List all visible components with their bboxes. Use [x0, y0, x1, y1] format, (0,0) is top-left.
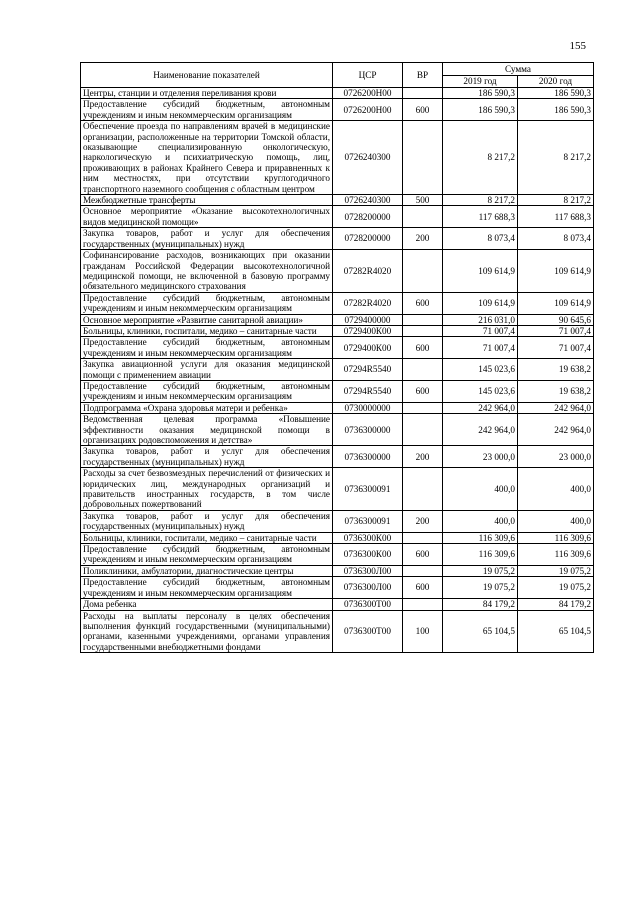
row-name: Закупка товаров, работ и услуг для обеспечения государственных (муниципальных) нужд — [81, 446, 333, 468]
row-vr: 500 — [403, 195, 443, 206]
row-value-2019: 117 688,3 — [443, 206, 518, 228]
row-name: Закупка авиационной услуги для оказания медицинской помощи с применением авиации — [81, 359, 333, 381]
row-vr — [403, 314, 443, 325]
row-name: Предоставление субсидий бюджетным, автономным учреждениям и иным некоммерческим организациям — [81, 337, 333, 359]
row-name: Предоставление субсидий бюджетным, автономным учреждениям и иным некоммерческим организациям — [81, 292, 333, 314]
table-row — [81, 250, 594, 293]
row-csr: 0729400000 — [333, 314, 403, 325]
row-name: Расходы на выплаты персоналу в целях обеспечения выполнения функций государственными (муниципальными) органами, казенными учреждениями, органами управления государственными внебюджетными фондами — [81, 610, 333, 653]
row-name: Предоставление субсидий бюджетным, автономным учреждениям и иным некоммерческим организациям — [81, 380, 333, 402]
table-row — [81, 532, 594, 543]
row-value-2020: 109 614,9 — [518, 250, 594, 293]
row-csr: 0736300000 — [333, 446, 403, 468]
row-vr — [403, 325, 443, 336]
row-value-2020: 84 179,2 — [518, 599, 594, 610]
row-value-2019: 109 614,9 — [443, 292, 518, 314]
table-row — [81, 414, 594, 446]
row-vr — [403, 599, 443, 610]
row-csr: 0736300Т00 — [333, 599, 403, 610]
header-vr: ВР — [403, 63, 443, 88]
table-row — [81, 359, 594, 381]
row-value-2019: 109 614,9 — [443, 250, 518, 293]
row-csr: 0729400К00 — [333, 325, 403, 336]
header-csr: ЦСР — [333, 63, 403, 88]
page-number: 155 — [569, 40, 586, 52]
row-name: Ведомственная целевая программа «Повышение эффективности оказания медицинской помощи в организациях родовспоможения и детства» — [81, 414, 333, 446]
table-row — [81, 610, 594, 653]
row-csr: 0729400К00 — [333, 337, 403, 359]
row-csr: 0728200000 — [333, 206, 403, 228]
row-vr: 600 — [403, 99, 443, 121]
row-name: Больницы, клиники, госпитали, медико – санитарные части — [81, 325, 333, 336]
row-value-2019: 71 007,4 — [443, 337, 518, 359]
row-csr: 0736300Л00 — [333, 577, 403, 599]
row-value-2019: 8 217,2 — [443, 121, 518, 195]
row-csr: 0736300000 — [333, 414, 403, 446]
row-name: Закупка товаров, работ и услуг для обеспечения государственных (муниципальных) нужд — [81, 510, 333, 532]
row-name: Расходы за счет безвозмездных перечислений от физических и юридических лиц, международных организаций и правительств иностранных государств, в том числе добровольных пожертвований — [81, 468, 333, 511]
table-row — [81, 577, 594, 599]
row-value-2019: 400,0 — [443, 468, 518, 511]
row-csr: 0730000000 — [333, 402, 403, 413]
row-value-2020: 23 000,0 — [518, 446, 594, 468]
row-name: Предоставление субсидий бюджетным, автономным учреждениям и иным некоммерческим организациям — [81, 577, 333, 599]
row-value-2020: 116 309,6 — [518, 544, 594, 566]
row-vr: 200 — [403, 446, 443, 468]
table-row — [81, 599, 594, 610]
row-value-2020: 117 688,3 — [518, 206, 594, 228]
row-csr: 07294R5540 — [333, 359, 403, 381]
row-value-2019: 242 964,0 — [443, 414, 518, 446]
row-value-2020: 19 075,2 — [518, 565, 594, 576]
row-name: Подпрограмма «Охрана здоровья матери и ребенка» — [81, 402, 333, 413]
row-value-2019: 145 023,6 — [443, 380, 518, 402]
row-name: Предоставление субсидий бюджетным, автономным учреждениям и иным некоммерческим организациям — [81, 544, 333, 566]
row-value-2019: 8 217,2 — [443, 195, 518, 206]
row-csr: 0736300К00 — [333, 544, 403, 566]
table-body — [81, 88, 594, 653]
row-value-2019: 71 007,4 — [443, 325, 518, 336]
row-value-2020: 186 590,3 — [518, 99, 594, 121]
row-value-2020: 8 217,2 — [518, 195, 594, 206]
table-row — [81, 314, 594, 325]
table-row — [81, 195, 594, 206]
row-value-2020: 242 964,0 — [518, 414, 594, 446]
header-sum: Сумма — [443, 63, 594, 76]
row-vr — [403, 206, 443, 228]
row-value-2020: 242 964,0 — [518, 402, 594, 413]
row-value-2019: 116 309,6 — [443, 544, 518, 566]
row-name: Основное мероприятие «Оказание высокотехнологичных видов медицинской помощи» — [81, 206, 333, 228]
row-value-2020: 8 217,2 — [518, 121, 594, 195]
row-csr: 0736300091 — [333, 468, 403, 511]
row-name: Межбюджетные трансферты — [81, 195, 333, 206]
row-value-2020: 71 007,4 — [518, 337, 594, 359]
row-vr — [403, 402, 443, 413]
row-vr: 600 — [403, 292, 443, 314]
table-row — [81, 446, 594, 468]
row-vr: 600 — [403, 337, 443, 359]
row-name: Центры, станции и отделения переливания крови — [81, 88, 333, 99]
table-row — [81, 88, 594, 99]
row-csr: 0736300Т00 — [333, 610, 403, 653]
row-value-2019: 19 075,2 — [443, 577, 518, 599]
row-csr: 07282R4020 — [333, 250, 403, 293]
row-csr: 0726200Н00 — [333, 88, 403, 99]
row-vr — [403, 414, 443, 446]
header-2020: 2020 год — [518, 76, 594, 88]
row-name: Дома ребенка — [81, 599, 333, 610]
row-csr: 07294R5540 — [333, 380, 403, 402]
table-row — [81, 121, 594, 195]
table-row — [81, 325, 594, 336]
row-value-2019: 65 104,5 — [443, 610, 518, 653]
row-vr — [403, 250, 443, 293]
row-vr: 200 — [403, 228, 443, 250]
table-row — [81, 544, 594, 566]
row-csr: 0726200Н00 — [333, 99, 403, 121]
header-name: Наименование показателей — [81, 63, 333, 88]
budget-table — [80, 62, 594, 653]
table-row — [81, 402, 594, 413]
row-csr: 0736300Л00 — [333, 565, 403, 576]
row-name: Больницы, клиники, госпитали, медико – санитарные части — [81, 532, 333, 543]
row-csr: 0736300К00 — [333, 532, 403, 543]
row-vr: 200 — [403, 510, 443, 532]
row-value-2020: 400,0 — [518, 468, 594, 511]
row-vr — [403, 88, 443, 99]
row-value-2019: 145 023,6 — [443, 359, 518, 381]
row-value-2019: 242 964,0 — [443, 402, 518, 413]
row-value-2020: 90 645,6 — [518, 314, 594, 325]
row-value-2020: 19 075,2 — [518, 577, 594, 599]
row-vr: 600 — [403, 577, 443, 599]
table-row — [81, 468, 594, 511]
row-vr — [403, 468, 443, 511]
row-vr — [403, 532, 443, 543]
row-name: Предоставление субсидий бюджетным, автономным учреждениям и иным некоммерческим организациям — [81, 99, 333, 121]
row-value-2019: 23 000,0 — [443, 446, 518, 468]
row-name: Закупка товаров, работ и услуг для обеспечения государственных (муниципальных) нужд — [81, 228, 333, 250]
row-value-2019: 216 031,0 — [443, 314, 518, 325]
row-value-2020: 19 638,2 — [518, 380, 594, 402]
table-row — [81, 337, 594, 359]
row-name: Поликлиники, амбулатории, диагностические центры — [81, 565, 333, 576]
row-value-2020: 116 309,6 — [518, 532, 594, 543]
table-row — [81, 565, 594, 576]
row-value-2019: 19 075,2 — [443, 565, 518, 576]
table-row — [81, 99, 594, 121]
row-value-2019: 186 590,3 — [443, 99, 518, 121]
row-value-2020: 19 638,2 — [518, 359, 594, 381]
row-name: Основное мероприятие «Развитие санитарной авиации» — [81, 314, 333, 325]
row-vr — [403, 359, 443, 381]
row-csr: 07282R4020 — [333, 292, 403, 314]
table-header — [81, 63, 594, 88]
row-csr: 0726240300 — [333, 195, 403, 206]
row-value-2020: 8 073,4 — [518, 228, 594, 250]
row-value-2019: 84 179,2 — [443, 599, 518, 610]
table-row — [81, 510, 594, 532]
table-row — [81, 292, 594, 314]
row-value-2019: 116 309,6 — [443, 532, 518, 543]
row-value-2019: 400,0 — [443, 510, 518, 532]
row-vr: 600 — [403, 544, 443, 566]
row-csr: 0726240300 — [333, 121, 403, 195]
row-vr: 100 — [403, 610, 443, 653]
row-value-2020: 65 104,5 — [518, 610, 594, 653]
table-row — [81, 206, 594, 228]
row-csr: 0736300091 — [333, 510, 403, 532]
row-name: Софинансирование расходов, возникающих при оказании гражданам Российской Федерации высокотехнологичной медицинской помощи, не включенной в базовую программу обязательного медицинского страхования — [81, 250, 333, 293]
table-row — [81, 380, 594, 402]
row-value-2020: 109 614,9 — [518, 292, 594, 314]
row-value-2020: 186 590,3 — [518, 88, 594, 99]
row-value-2019: 186 590,3 — [443, 88, 518, 99]
row-vr: 600 — [403, 380, 443, 402]
row-value-2019: 8 073,4 — [443, 228, 518, 250]
row-value-2020: 400,0 — [518, 510, 594, 532]
row-value-2020: 71 007,4 — [518, 325, 594, 336]
row-vr — [403, 121, 443, 195]
table-row — [81, 228, 594, 250]
row-name: Обеспечение проезда по направлениям врачей в медицинские организации, расположенные на территории Томской области, оказывающие специализированную онкологическую, наркологическую и психиатрическую помощь, лиц, проживающих в районах Крайнего Севера и приравненных к ним местностях, при отсутствии круглогодичного транспортного наземного сообщения с областным центром — [81, 121, 333, 195]
row-vr — [403, 565, 443, 576]
row-csr: 0728200000 — [333, 228, 403, 250]
header-2019: 2019 год — [443, 76, 518, 88]
